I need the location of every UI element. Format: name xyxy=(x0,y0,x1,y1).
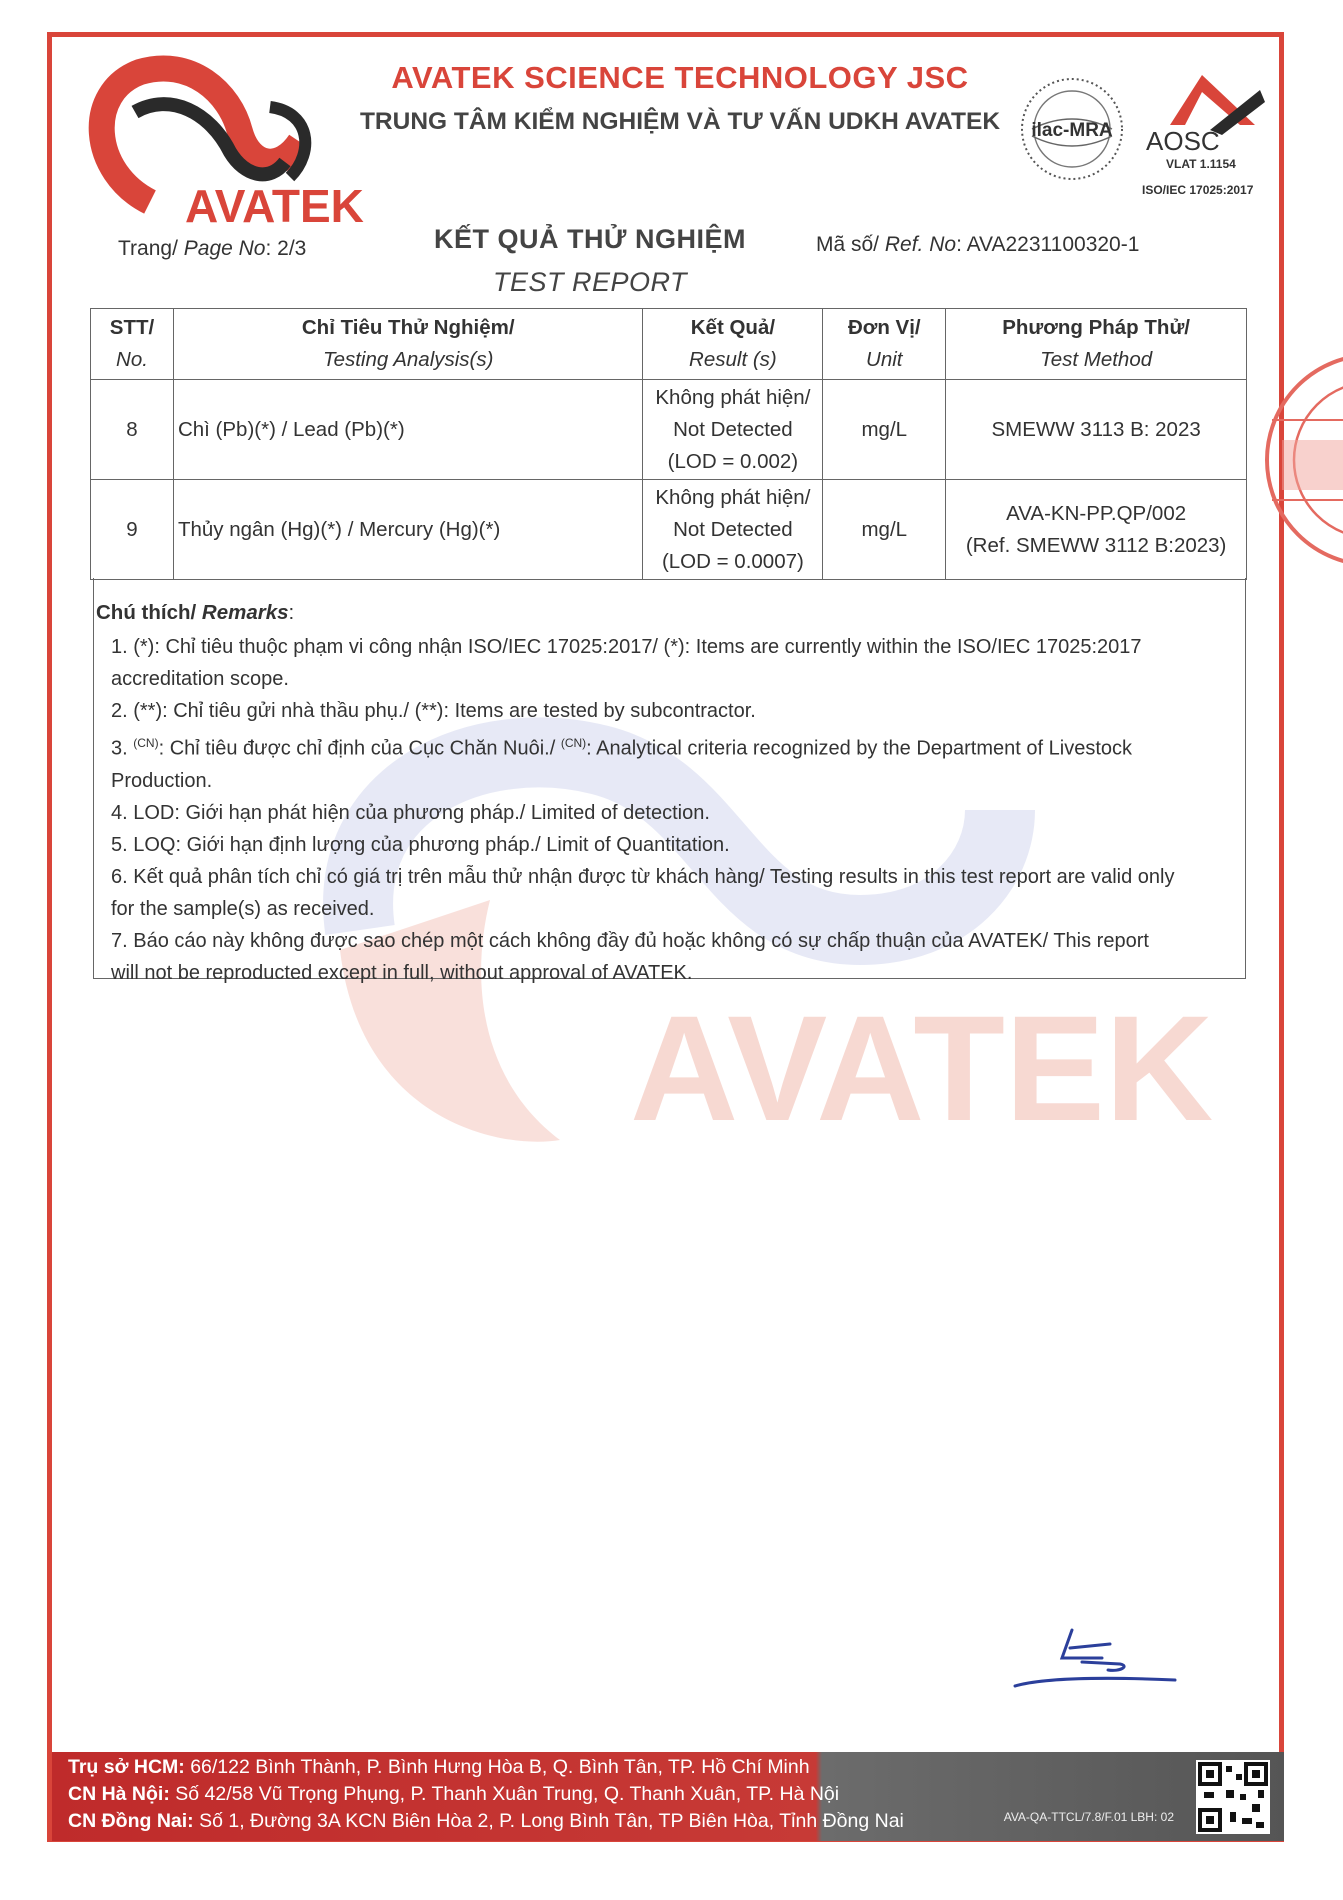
center-name: TRUNG TÂM KIỂM NGHIỆM VÀ TƯ VẤN UDKH AVATEK xyxy=(359,108,1001,135)
ilac-label: ilac-MRA xyxy=(1031,120,1113,141)
header-method: Phương Pháp Thử/ Test Method xyxy=(946,309,1247,380)
form-code: AVA-QA-TTCL/7.8/F.01 LBH: 02 xyxy=(1003,1810,1174,1824)
header-unit: Đơn Vị/ Unit xyxy=(823,309,946,380)
row-no: 8 xyxy=(91,380,174,480)
aosc-code: VLAT 1.1154 xyxy=(1166,157,1236,171)
row-unit: mg/L xyxy=(823,380,946,480)
row-method: AVA-KN-PP.QP/002 (Ref. SMEWW 3112 B:2023) xyxy=(946,480,1247,580)
footer-address-hcm: Trụ sở HCM: 66/122 Bình Thành, P. Bình Hưng Hòa B, Q. Bình Tân, TP. Hồ Chí Minh xyxy=(68,1756,810,1778)
table-row xyxy=(91,480,1247,580)
logo-text: AVATEK xyxy=(185,180,364,232)
results-table xyxy=(90,308,1247,580)
row-analysis: Chì (Pb)(*) / Lead (Pb)(*) xyxy=(173,380,643,480)
reference-number: Mã số/ Ref. No: AVA2231100320-1 xyxy=(816,233,1140,256)
company-name: AVATEK SCIENCE TECHNOLOGY JSC xyxy=(391,60,969,95)
ilac-mra-badge xyxy=(1017,74,1127,184)
page-number: Trang/ Page No: 2/3 xyxy=(118,237,307,260)
row-result: Không phát hiện/ Not Detected (LOD = 0.0007) xyxy=(643,480,823,580)
avatek-logo xyxy=(80,52,364,232)
aosc-label: AOSC xyxy=(1146,126,1220,156)
remark-item: 3. $^{(CN)}$: Chỉ tiêu được chỉ định của Cục Chăn Nuôi./ $^{(CN)}$: Analytical criteria recognized by the Department of Livestock Production. xyxy=(111,736,1132,792)
remark-item: 1. (*): Chỉ tiêu thuộc phạm vi công nhận ISO/IEC 17025:2017/ (*): Items are currently within the ISO/IEC 17025:2017 accreditation scope. xyxy=(111,636,1142,690)
footer-address-dongnai: CN Đồng Nai: Số 1, Đường 3A KCN Biên Hòa 2, P. Long Bình Tân, TP Biên Hòa, Tỉnh Đồng Nai xyxy=(68,1810,904,1832)
signature xyxy=(1010,1620,1180,1690)
iso-label: ISO/IEC 17025:2017 xyxy=(1142,183,1254,197)
remark-item: 6. Kết quả phân tích chỉ có giá trị trên mẫu thử nhận được từ khách hàng/ Testing results in this test report are valid only for the sample(s) as received. xyxy=(111,865,1175,920)
row-unit: mg/L xyxy=(823,480,946,580)
watermark-text: AVATEK xyxy=(630,984,1214,1152)
table-header-row xyxy=(91,309,1247,380)
header-no: STT/ No. xyxy=(91,309,174,380)
remark-item: 2. (**): Chỉ tiêu gửi nhà thầu phụ./ (**): Items are tested by subcontractor. xyxy=(111,700,756,722)
row-method: SMEWW 3113 B: 2023 xyxy=(946,380,1247,480)
remarks-title: Chú thích/ Remarks: xyxy=(96,601,295,624)
report-title-en: TEST REPORT xyxy=(492,267,688,297)
remark-item: 7. Báo cáo này không được sao chép một cách không đầy đủ hoặc không có sự chấp thuận của AVATEK/ This report will not be reproducted except in full, without approval of AVATEK. xyxy=(111,929,1149,984)
remarks-box xyxy=(93,578,1246,984)
remark-item: 4. LOD: Giới hạn phát hiện của phương pháp./ Limited of detection. xyxy=(111,801,710,824)
row-analysis: Thủy ngân (Hg)(*) / Mercury (Hg)(*) xyxy=(173,480,643,580)
footer-address-hanoi: CN Hà Nội: Số 42/58 Vũ Trọng Phụng, P. Thanh Xuân Trung, Q. Thanh Xuân, TP. Hà Nội xyxy=(68,1783,840,1805)
report-title-vn: KẾT QUẢ THỬ NGHIỆM xyxy=(434,224,746,254)
aosc-badge xyxy=(1140,70,1280,200)
qr-code-icon xyxy=(1196,1760,1270,1834)
header-analysis: Chỉ Tiêu Thử Nghiệm/ Testing Analysis(s) xyxy=(173,309,643,380)
row-result: Không phát hiện/ Not Detected (LOD = 0.002) xyxy=(643,380,823,480)
seal-stamp xyxy=(1262,340,1343,580)
table-row xyxy=(91,380,1247,480)
header-result: Kết Quả/ Result (s) xyxy=(643,309,823,380)
remark-item: 5. LOQ: Giới hạn định lượng của phương pháp./ Limit of Quantitation. xyxy=(111,833,730,856)
row-no: 9 xyxy=(91,480,174,580)
footer-bar xyxy=(52,1752,1284,1841)
